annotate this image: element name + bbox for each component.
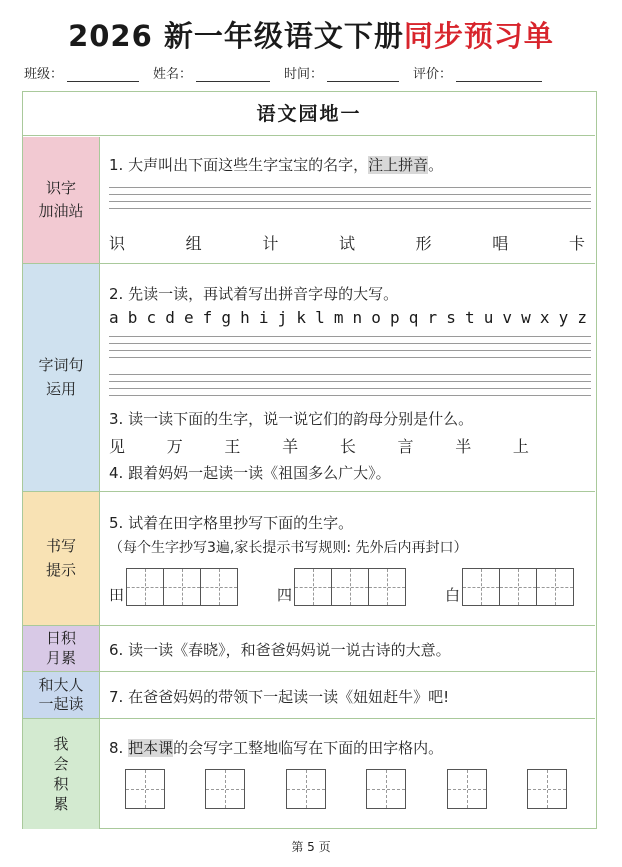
list-character: b — [127, 308, 138, 327]
list-character: x — [539, 308, 550, 327]
tianzi-grid-cell[interactable] — [447, 769, 487, 809]
section-label-line: 运用 — [45, 379, 76, 398]
list-character: 卡 — [568, 234, 585, 253]
list-character: s — [446, 308, 456, 327]
list-character: w — [521, 308, 531, 327]
question-4: 4. 跟着妈妈一起读一读《祖国多么广大》。 — [109, 464, 391, 482]
question-3: 3. 读一读下面的生字，说一说它们的韵母分别是什么。 — [109, 410, 474, 428]
page-title — [0, 14, 622, 55]
info-label: 姓名： — [153, 67, 193, 82]
section-label-line: 会 — [53, 754, 69, 773]
question-5: 5. 试着在田字格里抄写下面的生字。 — [109, 514, 354, 532]
info-label: 班级： — [24, 67, 64, 82]
section-row — [23, 626, 595, 672]
title-highlight: 同步预习单 — [403, 19, 554, 53]
list-character: d — [165, 308, 175, 327]
list-character: o — [371, 308, 381, 327]
section-row — [23, 492, 595, 626]
list-character: z — [577, 308, 587, 327]
section-label-line: 我 — [53, 734, 69, 753]
list-character: 组 — [185, 234, 202, 253]
section-label-line: 提示 — [45, 560, 76, 579]
list-character: k — [296, 308, 306, 327]
model-character: 白 — [445, 586, 461, 604]
list-character: 王 — [224, 437, 241, 456]
tianzi-grid-cell[interactable] — [126, 568, 164, 606]
list-character: 识 — [109, 234, 126, 253]
section-row — [23, 719, 595, 829]
list-character: r — [427, 308, 438, 327]
character-list — [109, 231, 585, 254]
info-label: 评价： — [413, 67, 453, 82]
list-character: 长 — [339, 437, 356, 456]
writing-rule-note: （每个生字抄写3遍,家长提示书写规则: 先外后内再封口） — [109, 540, 468, 556]
list-character: j — [277, 308, 288, 327]
tianzi-grid-cell[interactable] — [366, 769, 406, 809]
list-character: e — [183, 308, 194, 327]
section-label-line: 和大人 — [38, 675, 84, 694]
writing-lines[interactable] — [109, 374, 591, 396]
list-character: 计 — [262, 234, 279, 253]
info-blank-line[interactable] — [456, 66, 542, 82]
question-7: 7. 在爸爸妈妈的带领下一起读一读《妞妞赶牛》吧! — [109, 688, 450, 706]
info-label: 时间： — [284, 67, 324, 82]
info-blank-line[interactable] — [327, 66, 399, 82]
writing-lines[interactable] — [109, 336, 591, 358]
section-label-line: 一起读 — [38, 695, 84, 713]
list-character: u — [483, 308, 494, 327]
tianzi-grid-cell[interactable] — [527, 769, 567, 809]
tianzi-grid-cell[interactable] — [163, 568, 201, 606]
list-character: v — [502, 308, 513, 327]
section-label — [23, 264, 100, 491]
tianzi-grid-cell[interactable] — [200, 568, 238, 606]
list-character: h — [240, 308, 250, 327]
model-character: 田 — [109, 586, 125, 604]
list-character: 形 — [415, 234, 432, 253]
list-character: a — [109, 308, 119, 327]
practice-group — [445, 568, 574, 606]
list-character: y — [558, 308, 569, 327]
list-character: n — [352, 308, 363, 327]
list-character: q — [408, 308, 419, 327]
practice-group — [109, 568, 238, 606]
info-field — [413, 63, 542, 82]
tianzi-grid-row — [125, 769, 567, 809]
info-field — [153, 63, 270, 82]
list-character: i — [258, 308, 269, 327]
list-character: 见 — [109, 437, 126, 456]
model-character: 四 — [277, 586, 293, 604]
character-list — [109, 434, 529, 457]
tianzi-grid-cell[interactable] — [125, 769, 165, 809]
info-blank-line[interactable] — [67, 66, 139, 82]
tianzi-grid-cell[interactable] — [286, 769, 326, 809]
list-character: f — [202, 308, 213, 327]
list-character: 试 — [338, 234, 355, 253]
highlight-text: 把本课 — [128, 739, 174, 757]
section-label — [23, 672, 100, 718]
tianzi-grid-cell[interactable] — [331, 568, 369, 606]
info-field — [24, 63, 139, 82]
title-main: 2026 新一年级语文下册 — [68, 19, 404, 53]
page-number: 第 5 页 — [291, 840, 331, 854]
question-1: 1. 大声叫出下面这些生字宝宝的名字，注上拼音。 — [109, 156, 444, 174]
tianzi-grid-cell[interactable] — [536, 568, 574, 606]
list-character: t — [464, 308, 475, 327]
section-label-line: 字词句 — [38, 356, 84, 375]
tianzi-grid-cell[interactable] — [205, 769, 245, 809]
list-character: 言 — [397, 437, 414, 456]
highlight-text: 注上拼音 — [368, 156, 429, 174]
info-blank-line[interactable] — [196, 66, 270, 82]
section-label-line: 累 — [53, 795, 69, 814]
practice-group — [277, 568, 406, 606]
section-label-line: 积 — [53, 775, 69, 793]
section-label-line: 识字 — [45, 178, 76, 197]
tianzi-grid-cell[interactable] — [368, 568, 406, 606]
section-row — [23, 672, 595, 719]
question-6: 6. 读一读《春晓》，和爸爸妈妈说一说古诗的大意。 — [109, 641, 451, 659]
lesson-title: 语文园地一 — [23, 92, 595, 136]
tianzi-grid-cell[interactable] — [462, 568, 500, 606]
section-label — [23, 719, 100, 829]
info-field — [284, 63, 399, 82]
section-label-line: 日积 — [45, 629, 76, 647]
list-character: 羊 — [282, 437, 299, 456]
tianzi-grid-cell[interactable] — [294, 568, 332, 606]
list-character: 半 — [455, 437, 472, 456]
tianzi-grid-cell[interactable] — [499, 568, 537, 606]
section-row — [23, 264, 595, 492]
question-2: 2. 先读一读，再试着写出拼音字母的大写。 — [109, 285, 399, 303]
worksheet — [22, 91, 597, 829]
section-row — [23, 137, 595, 264]
list-character: 万 — [166, 437, 183, 456]
alphabet-row — [109, 308, 587, 327]
writing-lines[interactable] — [109, 187, 591, 209]
list-character: 上 — [512, 437, 529, 456]
list-character: 唱 — [492, 234, 509, 253]
section-label-line: 月累 — [45, 648, 76, 667]
section-label-line: 加油站 — [38, 202, 84, 220]
section-label — [23, 137, 100, 263]
question-8: 8. 把本课的会写字工整地临写在下面的田字格内。 — [109, 739, 444, 757]
section-label — [23, 492, 100, 625]
student-info-bar — [24, 63, 600, 82]
section-label-line: 书写 — [45, 537, 76, 556]
list-character: p — [390, 308, 400, 327]
list-character: l — [315, 308, 325, 327]
list-character: m — [333, 308, 344, 327]
list-character: g — [221, 308, 232, 327]
section-label — [23, 626, 100, 671]
list-character: c — [146, 308, 157, 327]
